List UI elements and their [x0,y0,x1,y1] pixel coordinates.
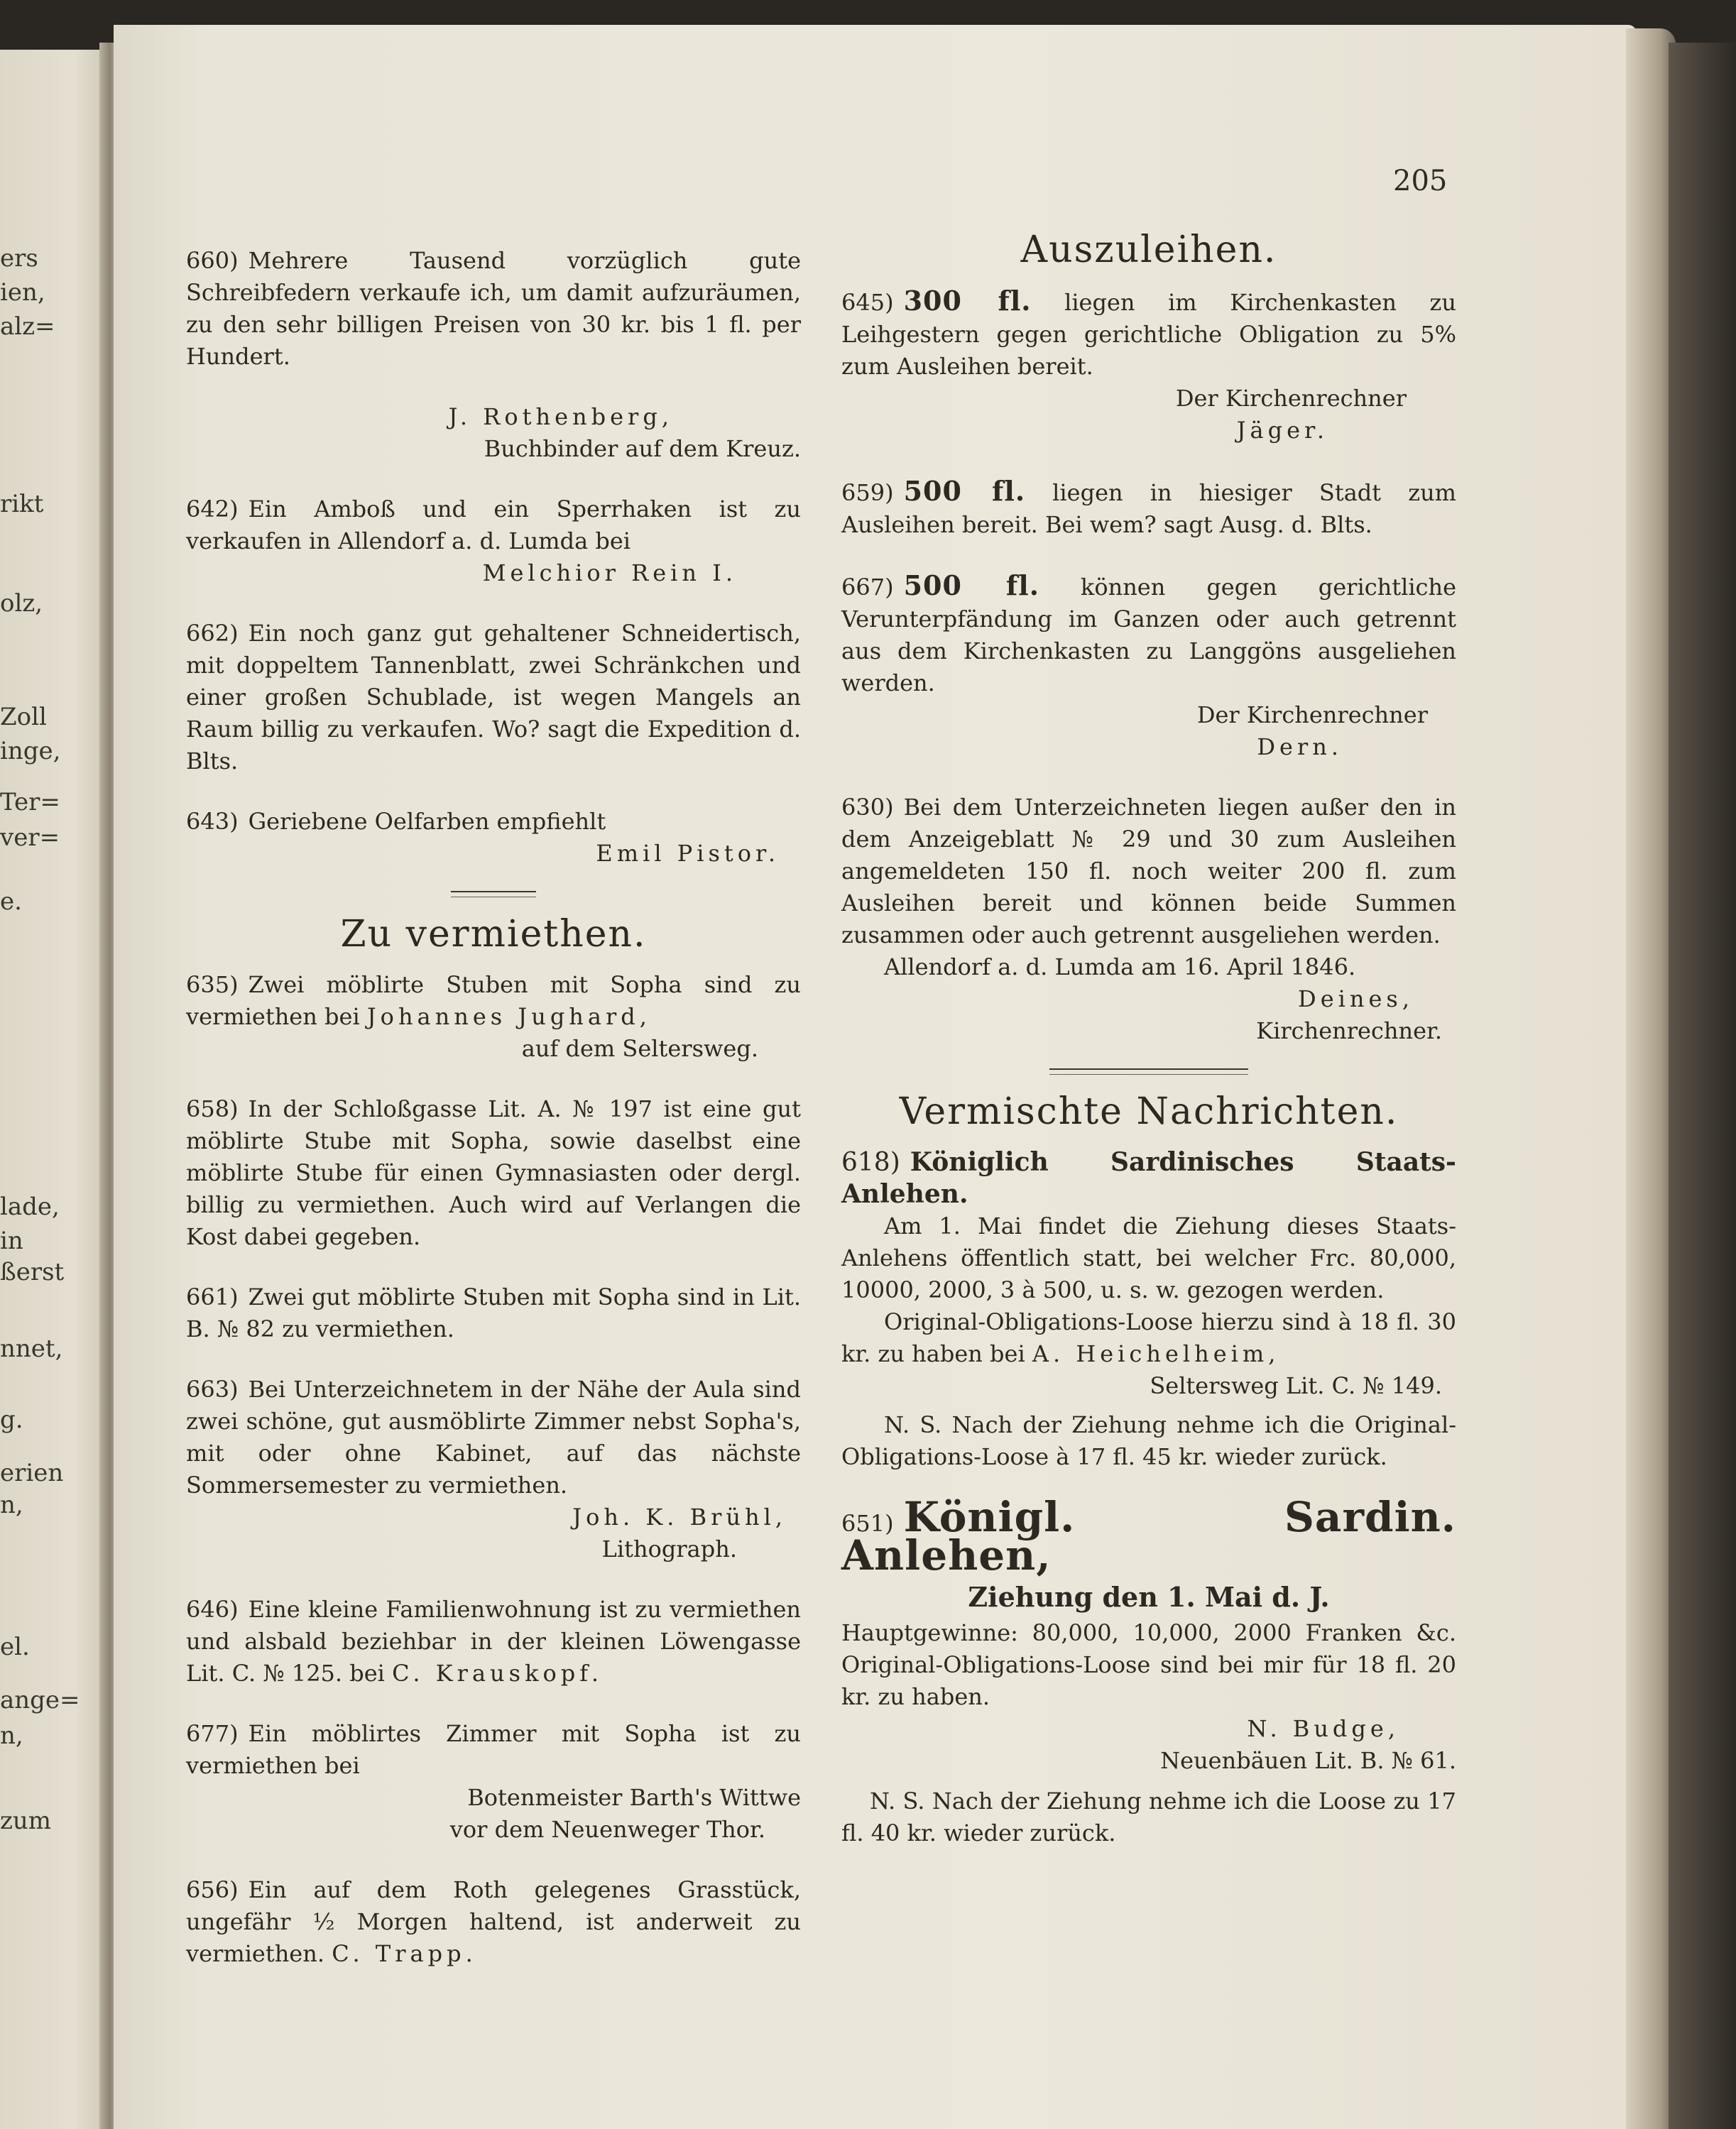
ad-651: Hauptgewinne: 80,000, 10,000, 2000 Franken &c. Original-Obligations-Loose sind bei mir für 18 fl. 20 kr. zu haben. [841,1619,1456,1710]
ad-651-ns: N. S. Nach der Ziehung nehme ich die Loose zu 17 fl. 40 kr. wieder zurück. [841,1788,1456,1846]
ad-663-sig: Joh. K. Brühl, [572,1504,787,1531]
ad-677-sig: Botenmeister Barth's Wittwe [467,1784,801,1811]
ad-645: 645) 300 fl. liegen im Kirchenkasten zu Leihgestern gegen gerichtliche Obligation zu 5% zum Ausleihen bereit. [841,285,1457,380]
ad-645-sig2: Jäger. [1236,417,1328,444]
ad-646: 646) Eine kleine Familienwohnung ist zu vermiethen und alsbald beziehbar in der kleinen Löwengasse Lit. C. № 125. bei C. Krauskopf. [186,1596,801,1687]
ad-618-sig: Seltersweg Lit. C. № 149. [1150,1372,1442,1399]
left-page-fragment: e. [0,887,22,916]
ad-659: 659) 500 fl. liegen in hiesiger Stadt zum Ausleihen bereit. Bei wem? sagt Ausg. d. Blts. [841,475,1457,538]
ad-651-subtitle: Ziehung den 1. Mai d. J. [968,1581,1330,1613]
left-page-fragment: el. [0,1633,30,1661]
ad-643: 643) Geriebene Oelfarben empfiehlt [186,808,606,835]
ad-618: Am 1. Mai findet die Ziehung dieses Staats-Anlehens öffentlich statt, bei welcher Frc. 80,000, 10000, 2000, 3 à 500, u. s. w. gezogen werden. [841,1213,1456,1303]
ad-656: 656) Ein auf dem Roth gelegenes Grasstück, ungefähr ½ Morgen haltend, ist anderweit zu vermiethen. C. Trapp. [186,1876,801,1967]
section-title-vermischte-nachrichten: Vermischte Nachrichten. [899,1090,1399,1133]
left-page-fragment: olz, [0,589,43,618]
ad-630-place: Allendorf a. d. Lumda am 16. April 1846. [884,953,1356,980]
ad-663-sig2: Lithograph. [601,1536,737,1562]
ad-630-sig: Deines, [1298,985,1414,1012]
ad-643-sig: Emil Pistor. [596,840,780,867]
left-page-fragment: ßerst [0,1258,65,1286]
ad-661: 661) Zwei gut möblirte Stuben mit Sopha sind in Lit. B. № 82 zu vermiethen. [186,1284,801,1342]
ad-660-sig2: Buchbinder auf dem Kreuz. [484,435,801,462]
ad-667: 667) 500 fl. können gegen gerichtliche Verunterpfändung im Ganzen oder auch getrennt aus dem Kirchenkasten zu Langgöns ausgeliehen werden. [841,569,1457,696]
left-page-fragment: n, [0,1722,23,1750]
divider-rule [451,891,536,897]
ad-630: 630) Bei dem Unterzeichneten liegen außer den in dem Anzeigeblatt № 29 und 30 zum Ausleihen angemeldeten 150 fl. noch weiter 200 fl. zum Ausleihen bereit und können beide Summen zusammen oder auch getrennt ausgeliehen werden. [841,794,1456,948]
scan-background [1669,43,1736,2129]
divider-rule-2 [1049,1068,1248,1075]
ad-660-sig: J. Rothenberg, [448,403,673,430]
left-page-fragment: inge, [0,737,61,765]
ad-667-sig2: Dern. [1257,733,1343,760]
left-page-fragment: zum [0,1807,52,1835]
left-page-fragment: ange= [0,1686,80,1714]
ad-618-offer: Original-Obligations-Loose hierzu sind à 18 fl. 30 kr. zu haben bei A. Heichelheim, [841,1308,1456,1367]
left-page-fragment: lade, [0,1193,60,1221]
ad-635: 635) Zwei möblirte Stuben mit Sopha sind zu vermiethen bei Johannes Jughard, [186,971,801,1030]
left-page-fragment: Ter= [0,788,60,816]
ad-630-sig2: Kirchenrechner. [1256,1017,1442,1044]
right-column [841,229,1457,1878]
ad-642: 642) Ein Amboß und ein Sperrhaken ist zu verkaufen in Allendorf a. d. Lumda bei [186,496,801,554]
ad-677: 677) Ein möblirtes Zimmer mit Sopha ist zu vermiethen bei [186,1720,801,1779]
ad-667-sig: Der Kirchenrechner [1196,701,1428,728]
left-page-fragment: alz= [0,312,55,341]
left-page-fragment: g. [0,1406,23,1434]
left-page-fragment: rikt [0,490,44,518]
ad-642-sig: Melchior Rein I. [482,559,737,586]
page-number: 205 [1393,165,1448,197]
section-title-zu-vermiethen: Zu vermiethen. [340,913,647,956]
ad-658: 658) In der Schloßgasse Lit. A. № 197 ist eine gut möblirte Stube mit Sopha, sowie daselbst eine möblirte Stube für einen Gymnasiasten oder dergl. billig zu vermiethen. Auch wird auf Verlangen die Kost dabei gegeben. [186,1095,801,1250]
left-column [186,245,801,1998]
ad-651-sig: N. Budge, [1247,1715,1399,1742]
ad-677-sig2: vor dem Neuenweger Thor. [449,1816,765,1843]
ad-660: 660) Mehrere Tausend vorzüglich gute Schreibfedern verkaufe ich, um damit aufzuräumen, zu den sehr billigen Preisen von 30 kr. bis 1 fl. per Hundert. [186,247,801,370]
ad-651-title: 651) Königl. Sardin. Anlehen, [841,1493,1456,1580]
ad-662: 662) Ein noch ganz gut gehaltener Schneidertisch, mit doppeltem Tannenblatt, zwei Schränkchen und einer großen Schublade, ist wegen Mangels an Raum billig zu verkaufen. Wo? sagt die Expedition d. Blts. [186,620,801,775]
ad-645-sig: Der Kirchenrechner [1175,385,1407,412]
ad-651-sig2: Neuenbäuen Lit. B. № 61. [1160,1747,1456,1774]
ad-663: 663) Bei Unterzeichnetem in der Nähe der Aula sind zwei schöne, gut ausmöblirte Zimmer nebst Sopha's, mit oder ohne Kabinet, auf das nächste Sommersemester zu vermiethen. [186,1376,801,1499]
left-page-fragment: nnet, [0,1335,63,1363]
ad-618-ns: N. S. Nach der Ziehung nehme ich die Original-Obligations-Loose à 17 fl. 45 kr. wieder zurück. [841,1411,1456,1470]
left-page-fragment: Zoll [0,703,47,731]
left-page-fragment: ers [0,244,38,273]
left-page-fragment: ien, [0,278,45,307]
ad-618-heading: 618) Königlich Sardinisches Staats-Anlehen. [841,1147,1456,1209]
left-page-fragment: ver= [0,823,60,852]
left-page-fragment: n, [0,1491,23,1519]
left-page-fragment: erien [0,1459,64,1487]
ad-635-sig: auf dem Seltersweg. [521,1035,758,1062]
left-page-fragment: in [0,1227,23,1255]
section-title-auszuleihen: Auszuleihen. [1020,229,1277,271]
